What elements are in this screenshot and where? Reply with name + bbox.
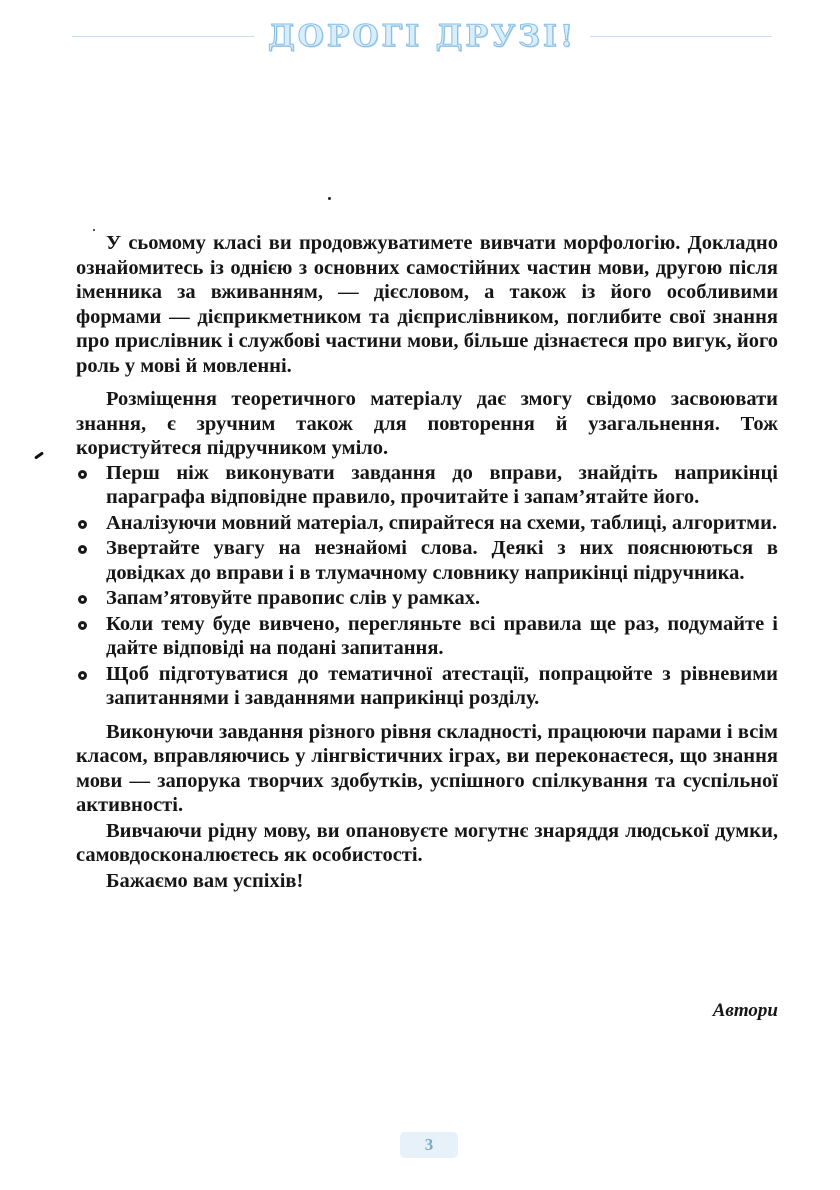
page-title: ДОРОГІ ДРУЗІ! bbox=[267, 18, 577, 54]
list-item-text: Перш ніж виконувати завдання до вправи, знайдіть наприкінці параграфа відповідне правило, прочитайте і запам’ятайте його. bbox=[106, 461, 778, 508]
body-text bbox=[76, 231, 778, 894]
bullet-icon bbox=[78, 671, 87, 680]
closing-paragraph: Бажаємо вам успіхів! bbox=[106, 869, 304, 892]
header-rule-right bbox=[590, 36, 772, 37]
signature: Автори bbox=[712, 1000, 778, 1021]
closing-paragraph: Виконуючи завдання різного рівня складності, працюючи парами і всім класом, вправляючись у лінгвістичних іграх, ви переконаєтеся, що знання мови — запорука творчих здобутків, успішного спілкування та суспільної активності. bbox=[76, 720, 778, 816]
list-item bbox=[76, 612, 778, 661]
list-item-text: Запам’ятовуйте правопис слів у рамках. bbox=[106, 587, 481, 609]
list-item-text: Коли тему буде вивчено, перегляньте всі правила ще раз, подумайте і дайте відповіді на подані запитання. bbox=[106, 612, 778, 659]
page-header bbox=[72, 16, 772, 56]
list-item bbox=[76, 536, 778, 585]
bullet-icon bbox=[78, 470, 87, 479]
scan-speck bbox=[328, 197, 331, 200]
list-item bbox=[76, 461, 778, 510]
list-item-text: Аналізуючи мовний матеріал, спирайтеся на схеми, таблиці, алгоритми. bbox=[106, 511, 778, 534]
bullet-icon bbox=[78, 545, 87, 554]
bullet-icon bbox=[78, 621, 87, 630]
intro-paragraph: Розміщення теоретичного матеріалу дає змогу свідомо засвоювати знання, є зручним також для повторення й узагальнення. Тож користуйтеся підручником уміло. bbox=[76, 388, 778, 459]
scan-mark bbox=[34, 451, 44, 459]
header-rule-left bbox=[72, 36, 254, 37]
closing-paragraph: Вивчаючи рідну мову, ви опановуєте могутнє знаряддя людської думки, самовдосконалюєтесь як особистості. bbox=[76, 819, 778, 866]
bullet-icon bbox=[78, 520, 87, 529]
tips-list bbox=[76, 461, 778, 711]
intro-paragraph: У сьомому класі ви продовжуватимете вивчати морфологію. Докладно ознайомитесь із однією з основних самостійних частин мови, другою після іменника за вживанням, — дієсловом, а також із його особливими формами — дієприкметником та дієприслівником, поглибите свої знання про прислівник і службові частини мови, більше дізнаєтеся про вигук, його роль у мові й мовленні. bbox=[76, 232, 778, 377]
list-item-text: Щоб підготуватися до тематичної атестації, попрацюйте з рівневими запитаннями і завданнями наприкінці розділу. bbox=[106, 662, 778, 709]
list-item bbox=[76, 586, 778, 611]
bullet-icon bbox=[78, 595, 87, 604]
page-number: 3 bbox=[400, 1132, 458, 1158]
list-item bbox=[76, 511, 778, 536]
list-item bbox=[76, 662, 778, 711]
list-item-text: Звертайте увагу на незнайомі слова. Деякі з них пояснюються в довідках до вправи і в тлумачному словнику наприкінці підручника. bbox=[106, 537, 778, 584]
